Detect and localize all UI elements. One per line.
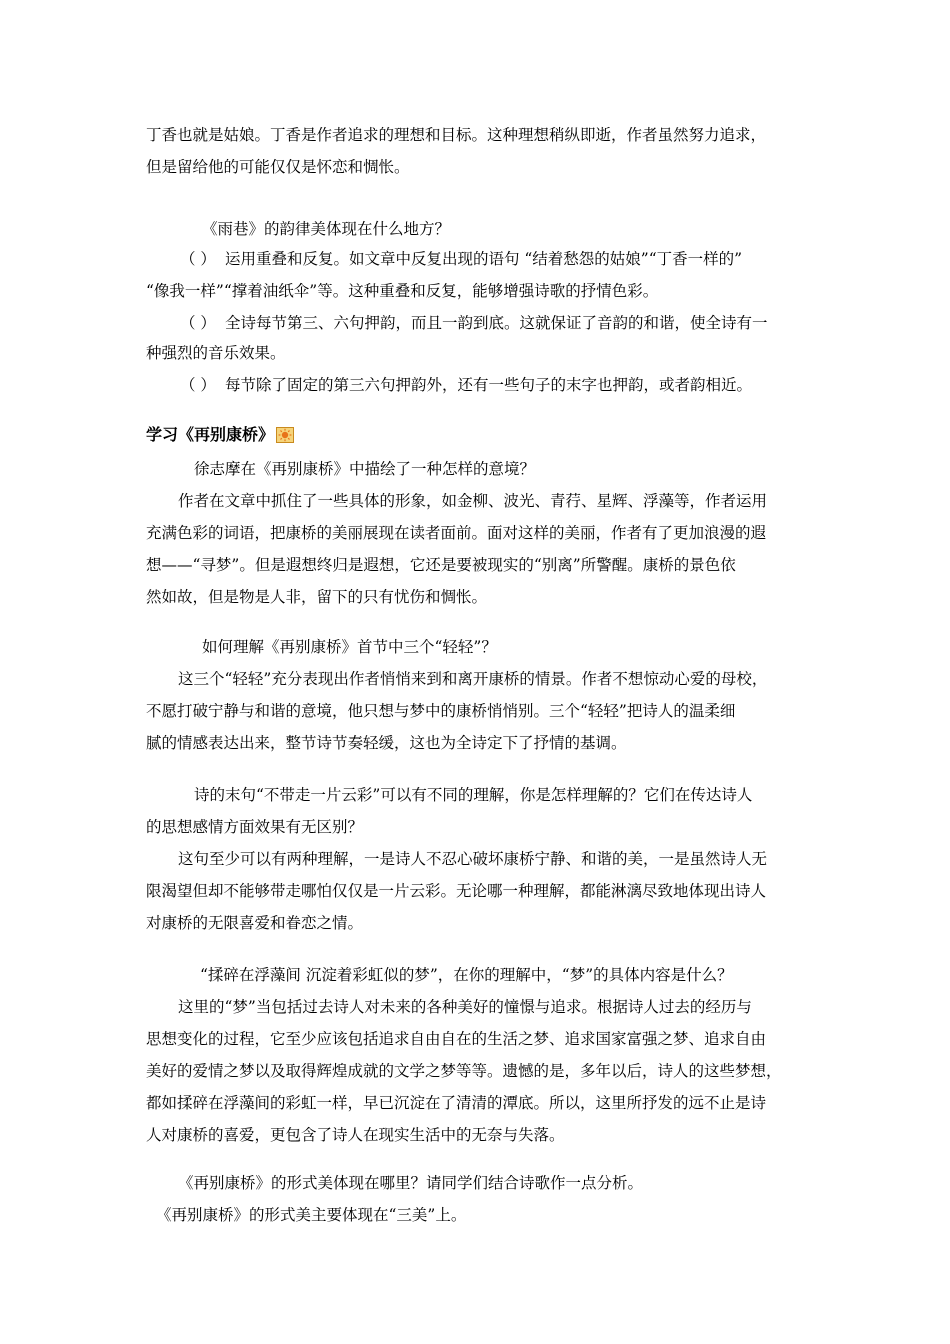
sun-icon [276,427,294,443]
answer-line: 这三个“轻轻”充分表现出作者悄悄来到和离开康桥的情景。作者不想惊动心爱的母校， [178,670,768,688]
answer-text: 每节除了固定的第三六句押韵外，还有一些句子的末字也押韵，或者韵相近。 [224,376,752,394]
question: “揉碎在浮藻间 沉淀着彩虹似的梦”，在你的理解中，“梦”的具体内容是什么？ [200,966,733,984]
answer-line: 限渴望但却不能够带走哪怕仅仅是一片云彩。无论哪一种理解，都能淋漓尽致地体现出诗人 [146,882,767,900]
question: 《再别康桥》的形式美体现在哪里？请同学们结合诗歌作一点分析。 [178,1174,644,1192]
answer-item [180,312,767,334]
answer-line: 想——“寻梦”。但是遐想终归是遐想，它还是要被现实的“别离”所警醒。康桥的景色依 [146,556,736,574]
answer-line: 美好的爱情之梦以及取得辉煌成就的文学之梦等等。遗憾的是，多年以后，诗人的这些梦想， [146,1062,782,1080]
answer-line: 这句至少可以有两种理解，一是诗人不忍心破坏康桥宁静、和谐的美，一是虽然诗人无 [178,850,768,868]
answer-line: 对康桥的无限喜爱和眷恋之情。 [146,914,364,932]
answer-text: “像我一样”“撑着油纸伞”等。这种重叠和反复，能够增强诗歌的抒情色彩。 [146,282,659,300]
answer-line: 腻的情感表达出来，整节诗节奏轻缓，这也为全诗定下了抒情的基调。 [146,734,627,752]
answer-text: 种强烈的音乐效果。 [146,344,286,362]
section-heading [146,424,294,446]
answer-line: 思想变化的过程，它至少应该包括追求自由自在的生活之梦、追求国家富强之梦、追求自由 [146,1030,767,1048]
answer-line: 人对康桥的喜爱，更包含了诗人在现实生活中的无奈与失落。 [146,1126,565,1144]
intro-line: 丁香也就是姑娘。丁香是作者追求的理想和目标。这种理想稍纵即逝，作者虽然努力追求， [146,126,767,144]
question: 的思想感情方面效果有无区别？ [146,818,364,836]
question: 诗的末句“不带走一片云彩”可以有不同的理解，你是怎样理解的？它们在传达诗人 [194,786,753,804]
answer-item [180,374,752,396]
answer-line: 这里的“梦”当包括过去诗人对未来的各种美好的憧憬与追求。根据诗人过去的经历与 [178,998,752,1016]
answer-line: 不愿打破宁静与和谐的意境，他只想与梦中的康桥悄悄别。三个“轻轻”把诗人的温柔细 [146,702,736,720]
answer-text: 运用重叠和反复。如文章中反复出现的语句 “结着愁怨的姑娘”“丁香一样的” [224,250,743,268]
answer-item [180,248,742,270]
rhyme-question: 《雨巷》的韵律美体现在什么地方？ [202,220,451,238]
answer-line: 都如揉碎在浮藻间的彩虹一样，早已沉淀在了清清的潭底。所以，这里所抒发的远不止是诗 [146,1094,767,1112]
answer-line: 然如故，但是物是人非，留下的只有忧伤和惆怅。 [146,588,488,606]
answer-line: 充满色彩的词语，把康桥的美丽展现在读者面前。面对这样的美丽，作者有了更加浪漫的遐 [146,524,767,542]
question: 徐志摩在《再别康桥》中描绘了一种怎样的意境？ [194,460,536,478]
question: 如何理解《再别康桥》首节中三个“轻轻”？ [202,638,497,656]
answer-blank: （ ） [180,250,216,268]
answer-line: 《再别康桥》的形式美主要体现在“三美”上。 [156,1206,467,1224]
answer-text: 全诗每节第三、六句押韵，而且一韵到底。这就保证了音韵的和谐，使全诗有一 [224,314,768,332]
answer-line: 作者在文章中抓住了一些具体的形象，如金柳、波光、青荇、星辉、浮藻等，作者运用 [178,492,768,510]
section-heading-text: 学习《再别康桥》 [146,425,275,444]
intro-line: 但是留给他的可能仅仅是怀恋和惆怅。 [146,158,410,176]
answer-blank: （ ） [180,376,216,394]
answer-blank: （ ） [180,314,216,332]
